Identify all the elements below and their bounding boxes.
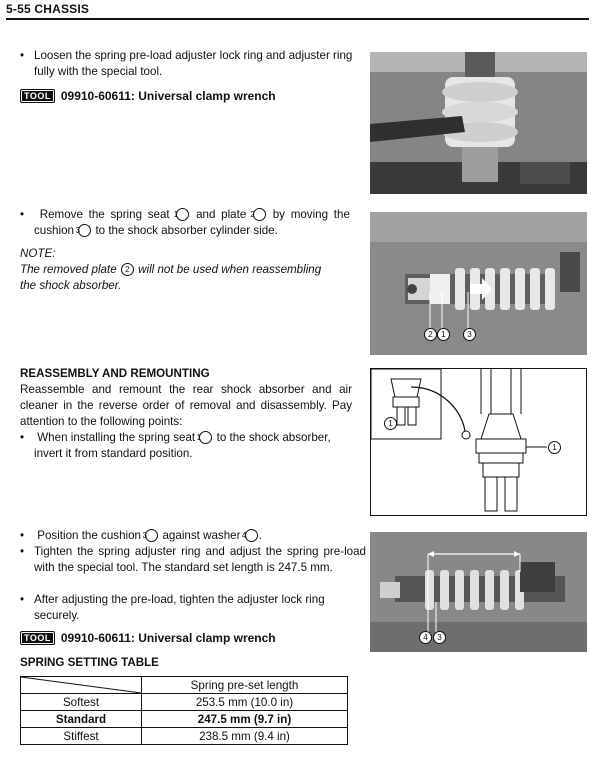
photo3-marker-4: 4 — [419, 631, 432, 644]
step-tighten-adjuster: • Tighten the spring adjuster ring and adjust the spring pre-load with the special tool. The standard set length is 247.5 mm. — [20, 544, 366, 576]
marker-1: 1 — [176, 208, 189, 221]
cushion-text-b: against washer — [162, 529, 241, 542]
note-text-c: the shock absorber. — [20, 279, 122, 292]
table-row — [21, 711, 348, 728]
photo-set-length-drawing — [370, 532, 587, 652]
table-cell-length: 247.5 mm (9.7 in) — [142, 711, 348, 728]
table-cell-setting: Stiffest — [21, 728, 142, 745]
photo2-marker-3: 3 — [463, 328, 476, 341]
marker-4: 4 — [245, 529, 258, 542]
special-tool-line-1 — [20, 89, 276, 103]
step-remove-spring-seat — [20, 207, 350, 239]
table-title: SPRING SETTING TABLE — [20, 656, 159, 669]
table-cell-setting: Softest — [21, 694, 142, 711]
marker-1-reassembly: 1 — [199, 431, 212, 444]
marker-3: 3 — [78, 224, 91, 237]
diagram-spring-seat — [370, 368, 587, 516]
page-header: 5-55 CHASSIS — [6, 2, 90, 16]
step2-text-e: to the shock absorber cylinder side. — [95, 224, 278, 237]
photo3-marker-3: 3 — [433, 631, 446, 644]
special-tool-line-2 — [20, 631, 276, 645]
table-cell-length: 238.5 mm (9.4 in) — [142, 728, 348, 745]
diagram-marker-1-right: 1 — [548, 441, 561, 454]
tool-icon-2: TOOL — [20, 631, 55, 645]
marker-2-note: 2 — [121, 263, 134, 276]
step2-text-b: and plate — [196, 208, 247, 221]
note-text-a: The removed plate — [20, 263, 117, 276]
photo-set-length — [370, 532, 587, 652]
photo-clamp-wrench — [370, 52, 587, 194]
photo2-marker-1: 1 — [437, 328, 450, 341]
note-block — [20, 246, 360, 294]
reassembly-heading: REASSEMBLY AND REMOUNTING — [20, 367, 210, 380]
tool-icon: TOOL — [20, 89, 55, 103]
tool-part-number-2: 09910-60611: Universal clamp wrench — [60, 631, 276, 645]
step2-text-d: cushion — [34, 224, 74, 237]
step-position-cushion — [20, 528, 360, 544]
cushion-text-c: . — [258, 529, 262, 542]
reassembly-bullet-b: to the shock absorber, invert it from standard position. — [34, 431, 331, 460]
table-cell-setting: Standard — [21, 711, 142, 728]
reassembly-text: Reassemble and remount the rear shock absorber and air cleaner in the reverse order of removal and disassembly. Pay attention to the following points: — [20, 383, 352, 428]
table-row — [21, 728, 348, 745]
step-loosen-adjuster: • Loosen the spring pre-load adjuster lock ring and adjuster ring fully with the special tool. — [20, 48, 369, 80]
photo-shock-spring-drawing — [370, 212, 587, 355]
note-text-b: will not be used when reassembling — [138, 263, 322, 276]
table-cell-length: 253.5 mm (10.0 in) — [142, 694, 348, 711]
cushion-text-a: Position the cushion — [37, 529, 142, 542]
diagram-marker-1-left: 1 — [384, 417, 397, 430]
table-corner-diagonal — [21, 677, 141, 693]
reassembly-bullet — [20, 430, 360, 462]
marker-2: 2 — [253, 208, 266, 221]
note-label: NOTE: — [20, 247, 56, 260]
table-row — [21, 694, 348, 711]
table-header-row — [21, 677, 348, 694]
step-lock-ring: • After adjusting the pre-load, tighten the adjuster lock ring securely. — [20, 592, 366, 624]
photo-clamp-wrench-drawing — [370, 52, 587, 194]
header-rule — [6, 18, 589, 20]
step2-text-c: by moving the — [272, 208, 350, 221]
photo2-marker-2: 2 — [424, 328, 437, 341]
step2-text-a: Remove the spring seat — [39, 208, 170, 221]
spring-setting-table — [20, 676, 348, 745]
tool-part-number: 09910-60611: Universal clamp wrench — [60, 89, 276, 103]
photo-shock-spring — [370, 212, 587, 355]
marker-3-step3: 3 — [145, 529, 158, 542]
table-corner-cell — [21, 677, 142, 694]
table-column-header: Spring pre-set length — [142, 677, 348, 694]
reassembly-bullet-a: When installing the spring seat — [37, 431, 196, 444]
